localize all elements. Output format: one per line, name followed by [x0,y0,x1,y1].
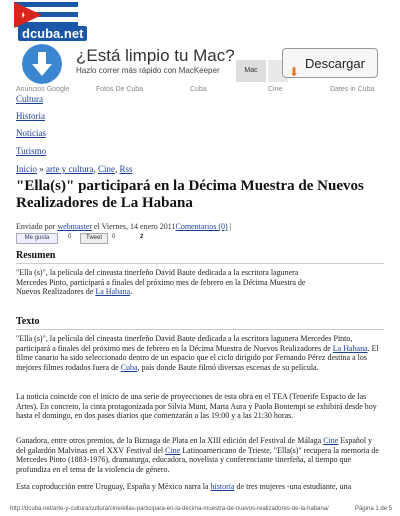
nav-noticias[interactable]: Noticias [16,128,46,138]
resumen-link-habana[interactable]: La Habana [95,287,131,297]
cuba-flag-icon [14,2,78,28]
share-count: 2 [140,234,144,240]
ad-link-fotos[interactable]: Fotos De Cuba [96,86,144,93]
arrow-down-icon: ⬇ [289,65,300,79]
breadcrumb-rss[interactable]: Rss [119,164,133,174]
comments-link[interactable]: Comentarios (0) [175,222,228,231]
p3-text-c: Latinoamericano de Trieste, "Ella(s)" recupera la memoria de Mercedes Pinto (1883-1976), dramaturga, educadora, novelista y conferenciante tinerfeña, al tiempo que profundiza en el tema de la violencia de género. [16,445,379,474]
like-count: 0 [68,234,72,240]
footer-url: http://dcuba.net/arte-y-cultura/cultura/cine/ellas-participara-en-la-decima-muestra-de-nuevos-realizadores-de-la-habana/ [10,506,329,512]
download-arrow-icon [22,44,62,84]
meta-prefix: Enviado por [16,222,56,231]
p4-text-a: Esta coproducción entre Uruguay, España y México narra la [16,482,211,491]
meta-suffix: | [229,222,232,231]
ad-headline: ¿Está limpio tu Mac? [76,46,235,65]
download-button-label: Descargar [305,56,365,71]
p3-text-b: Español y del galardón Malvinas en el XXV Festival del [16,436,373,455]
download-button[interactable] [282,48,378,78]
p4-text-b: de tres mujeres -una estudiante, una [234,482,352,491]
p4-link-historia[interactable]: historia [210,482,235,491]
resumen-text [16,268,316,297]
p1-text-b: . El filme canario ha sido seleccionado dentro de un espacio que el ciclo dirigido por Fernando Pérez destina a los mejores filmes rodados fuera de [16,343,379,372]
divider [16,263,384,264]
p1-link-habana[interactable]: La Habana [332,343,368,353]
site-logo[interactable] [14,2,84,42]
p1-link-cuba[interactable]: Cuba [120,362,138,372]
logo-text: dcuba.net [18,26,87,41]
page-number: Página 1 de 5 [354,506,392,512]
breadcrumb-home[interactable]: Inicio [16,164,37,174]
article-meta [16,222,231,231]
ad-subline: Hazlo correr más rápido con MacKeeper [76,66,220,75]
breadcrumb-section[interactable]: arte y cultura [46,164,94,174]
texto-heading: Texto [16,316,40,327]
breadcrumb: Inicio » arte y cultura, Cine, Rss [16,164,133,174]
p3-link-cine-2[interactable]: Cine [165,445,181,455]
ad-link-cuba[interactable]: Cuba [190,86,207,93]
texto-paragraph-2: La noticia coincide con el inicio de una serie de proyecciones de esta obra en el TEA (Tenerife Espacio de las Artes). En concreto, la cinta protagonizada por Silvia Munt, Marta Aura y Paola Bontempi se exhibirá desde hoy hasta el domingo, en dos pases diarios que comenzarán a las 19:00 y a las 21:30 horas. [16,392,377,421]
facebook-like-button[interactable]: Me gusta [16,233,58,244]
page-title: "Ella(s)" participará en la Décima Muestra de Nuevos Realizadores de La Habana [16,178,364,211]
divider [16,329,384,330]
mackeeper-ad[interactable] [18,42,382,86]
post-date: el Viernes, 14 enero 2011 [93,222,176,231]
p3-text-a: Ganadora, entre otros premios, de la Biznaga de Plata en la XIII edición del Festival de Málaga [16,436,324,445]
breadcrumb-separator: » [39,164,44,174]
p1-text-a: "Ella (s)", la película del cineasta tinerfeño David Baute dedicada a la escritora lagunera Mercedes Pinto, participará a finales del próximo mes de febrero en la Décima Muestra de Nuevos Realizadores de [16,334,353,353]
texto-paragraph-3 [16,436,382,474]
nav-cultura[interactable]: Cultura [16,94,43,104]
texto-paragraph-4 [16,482,382,492]
tweet-count: 0 [112,234,116,240]
resumen-body: "Ella (s)", la película del cineasta tinerfeño David Baute dedicada a la escritora lagunera Mercedes Pinto, participará a finales del próximo mes de febrero en la Décima Muestra de Nuevos Realizadores de [16,268,306,297]
texto-paragraph-1 [16,334,382,372]
breadcrumb-tag-cine[interactable]: Cine [97,164,115,174]
mac-badge: Mac [236,60,266,82]
nav-historia[interactable]: Historia [16,111,45,121]
author-link[interactable]: webmaster [57,222,92,231]
resumen-end: . [130,287,133,297]
p1-text-c: , país donde Baute filmó diversas escenas de su película. [137,362,319,372]
p3-link-cine[interactable]: Cine [323,436,339,445]
tweet-button[interactable]: Tweet [80,233,108,244]
nav-turismo[interactable]: Turismo [16,146,47,156]
ad-link-cine[interactable]: Cine [268,86,283,93]
resumen-heading: Resumen [16,250,56,261]
ad-link-label: Anuncios Google [16,86,70,93]
ad-link-dates[interactable]: Dates in Cuba [330,86,375,93]
